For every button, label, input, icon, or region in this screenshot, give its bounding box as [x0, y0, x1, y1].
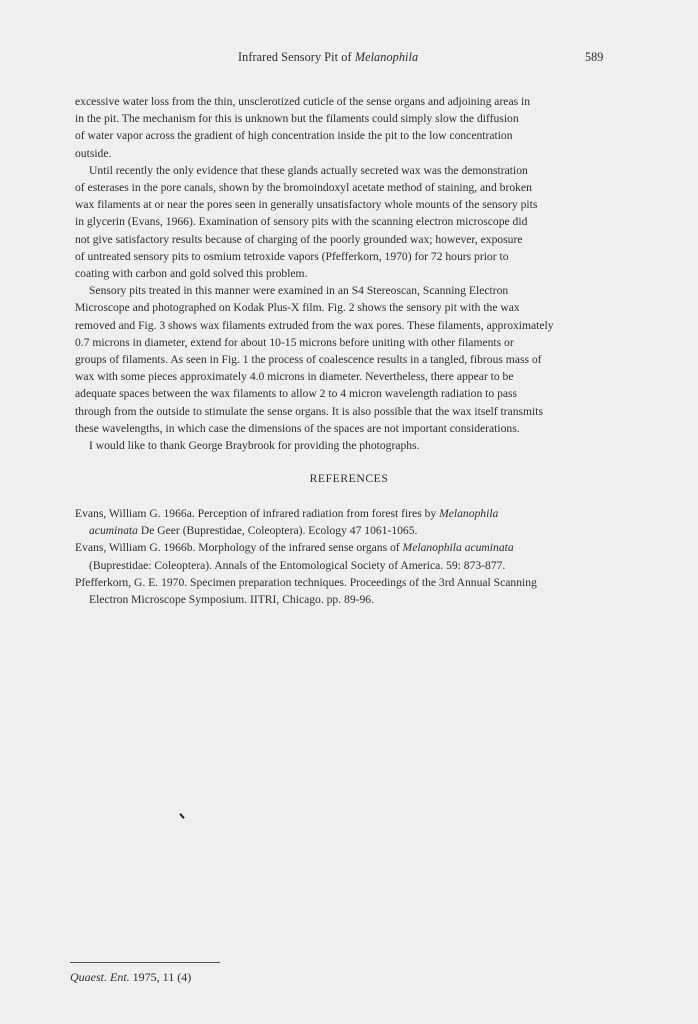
body-line: of water vapor across the gradient of high concentration inside the pit to the low concentration	[75, 129, 513, 143]
reference-text: (Buprestidae: Coleoptera). Annals of the Entomological Society of America. 59: 873-877.	[89, 558, 506, 572]
body-line: wax with some pieces approximately 4.0 microns in diameter. Nevertheless, there appear to be	[75, 370, 514, 384]
body-line: in glycerin (Evans, 1966). Examination of sensory pits with the scanning electron microscope did	[75, 215, 528, 229]
body-line: these wavelengths, in which case the dimensions of the spaces are not important considerations.	[75, 421, 520, 435]
body-line: excessive water loss from the thin, unsclerotized cuticle of the sense organs and adjoining areas in	[75, 95, 531, 108]
body-line: of esterases in the pore canals, shown by the bromoindoxyl acetate method of staining, and broken	[75, 181, 532, 195]
body-line: of untreated sensory pits to osmium tetroxide vapors (Pfefferkorn, 1970) for 72 hours prior to	[75, 249, 509, 263]
body-line: coating with carbon and gold solved this problem.	[75, 267, 308, 281]
body-line: through from the outside to stimulate the sense organs. It is also possible that the wax itself transmits	[75, 404, 543, 418]
body-line: groups of filaments. As seen in Fig. 1 the process of coalescence results in a tangled, fibrous mass of	[75, 353, 542, 367]
body-line: wax filaments at or near the pores seen in generally unsatisfactory whole mounts of the sensory pits	[75, 198, 538, 212]
body-line: Until recently the only evidence that these glands actually secreted wax was the demonstration	[89, 163, 528, 177]
references-list	[75, 505, 675, 608]
body-line: 0.7 microns in diameter, extend for about 10-15 microns before uniting with other filaments or	[75, 335, 514, 349]
footer-rule	[70, 962, 220, 963]
reference-entry	[75, 539, 675, 573]
running-title	[238, 50, 418, 65]
body-line: in the pit. The mechanism for this is unknown but the filaments could simply slow the diffusion	[75, 112, 519, 126]
footer-citation	[70, 970, 191, 985]
body-line: Microscope and photographed on Kodak Plus-X film. Fig. 2 shows the sensory pit with the wax	[75, 301, 520, 315]
body-text	[75, 93, 675, 454]
journal-volume: 1975, 11 (4)	[129, 970, 192, 984]
reference-species: acuminata	[89, 524, 138, 538]
page-number: 589	[585, 50, 604, 64]
body-line: removed and Fig. 3 shows wax filaments extruded from the wax pores. These filaments, approximately	[75, 318, 554, 332]
running-title-plain: Infrared Sensory Pit of	[238, 50, 355, 64]
reference-text: Evans, William G. 1966b. Morphology of the infrared sense organs of	[75, 541, 403, 555]
reference-text: Pfefferkorn, G. E. 1970. Specimen preparation techniques. Proceedings of the 3rd Annual Scanning	[75, 575, 537, 589]
body-line: adequate spaces between the wax filaments to allow 2 to 4 micron wavelength radiation to pass	[75, 387, 518, 401]
body-line: not give satisfactory results because of charging of the poorly grounded wax; however, exposure	[75, 232, 523, 246]
scan-speck	[179, 813, 184, 819]
reference-entry	[75, 505, 675, 539]
reference-entry	[75, 574, 675, 608]
journal-name: Quaest. Ent.	[70, 970, 130, 984]
body-line: outside.	[75, 146, 112, 160]
references-heading: REFERENCES	[309, 472, 389, 485]
acknowledgement-line: I would like to thank George Braybrook for providing the photographs.	[89, 439, 420, 453]
reference-species: Melanophila acuminata	[402, 541, 514, 555]
reference-text: Electron Microscope Symposium. IITRI, Chicago. pp. 89-96.	[89, 593, 374, 607]
reference-text: De Geer (Buprestidae, Coleoptera). Ecology 47 1061-1065.	[137, 524, 418, 538]
reference-text: Evans, William G. 1966a. Perception of infrared radiation from forest fires by	[75, 507, 440, 520]
running-title-genus: Melanophila	[354, 50, 419, 64]
body-line: Sensory pits treated in this manner were examined in an S4 Stereoscan, Scanning Electron	[89, 284, 509, 298]
reference-species: Melanophila	[439, 507, 499, 520]
